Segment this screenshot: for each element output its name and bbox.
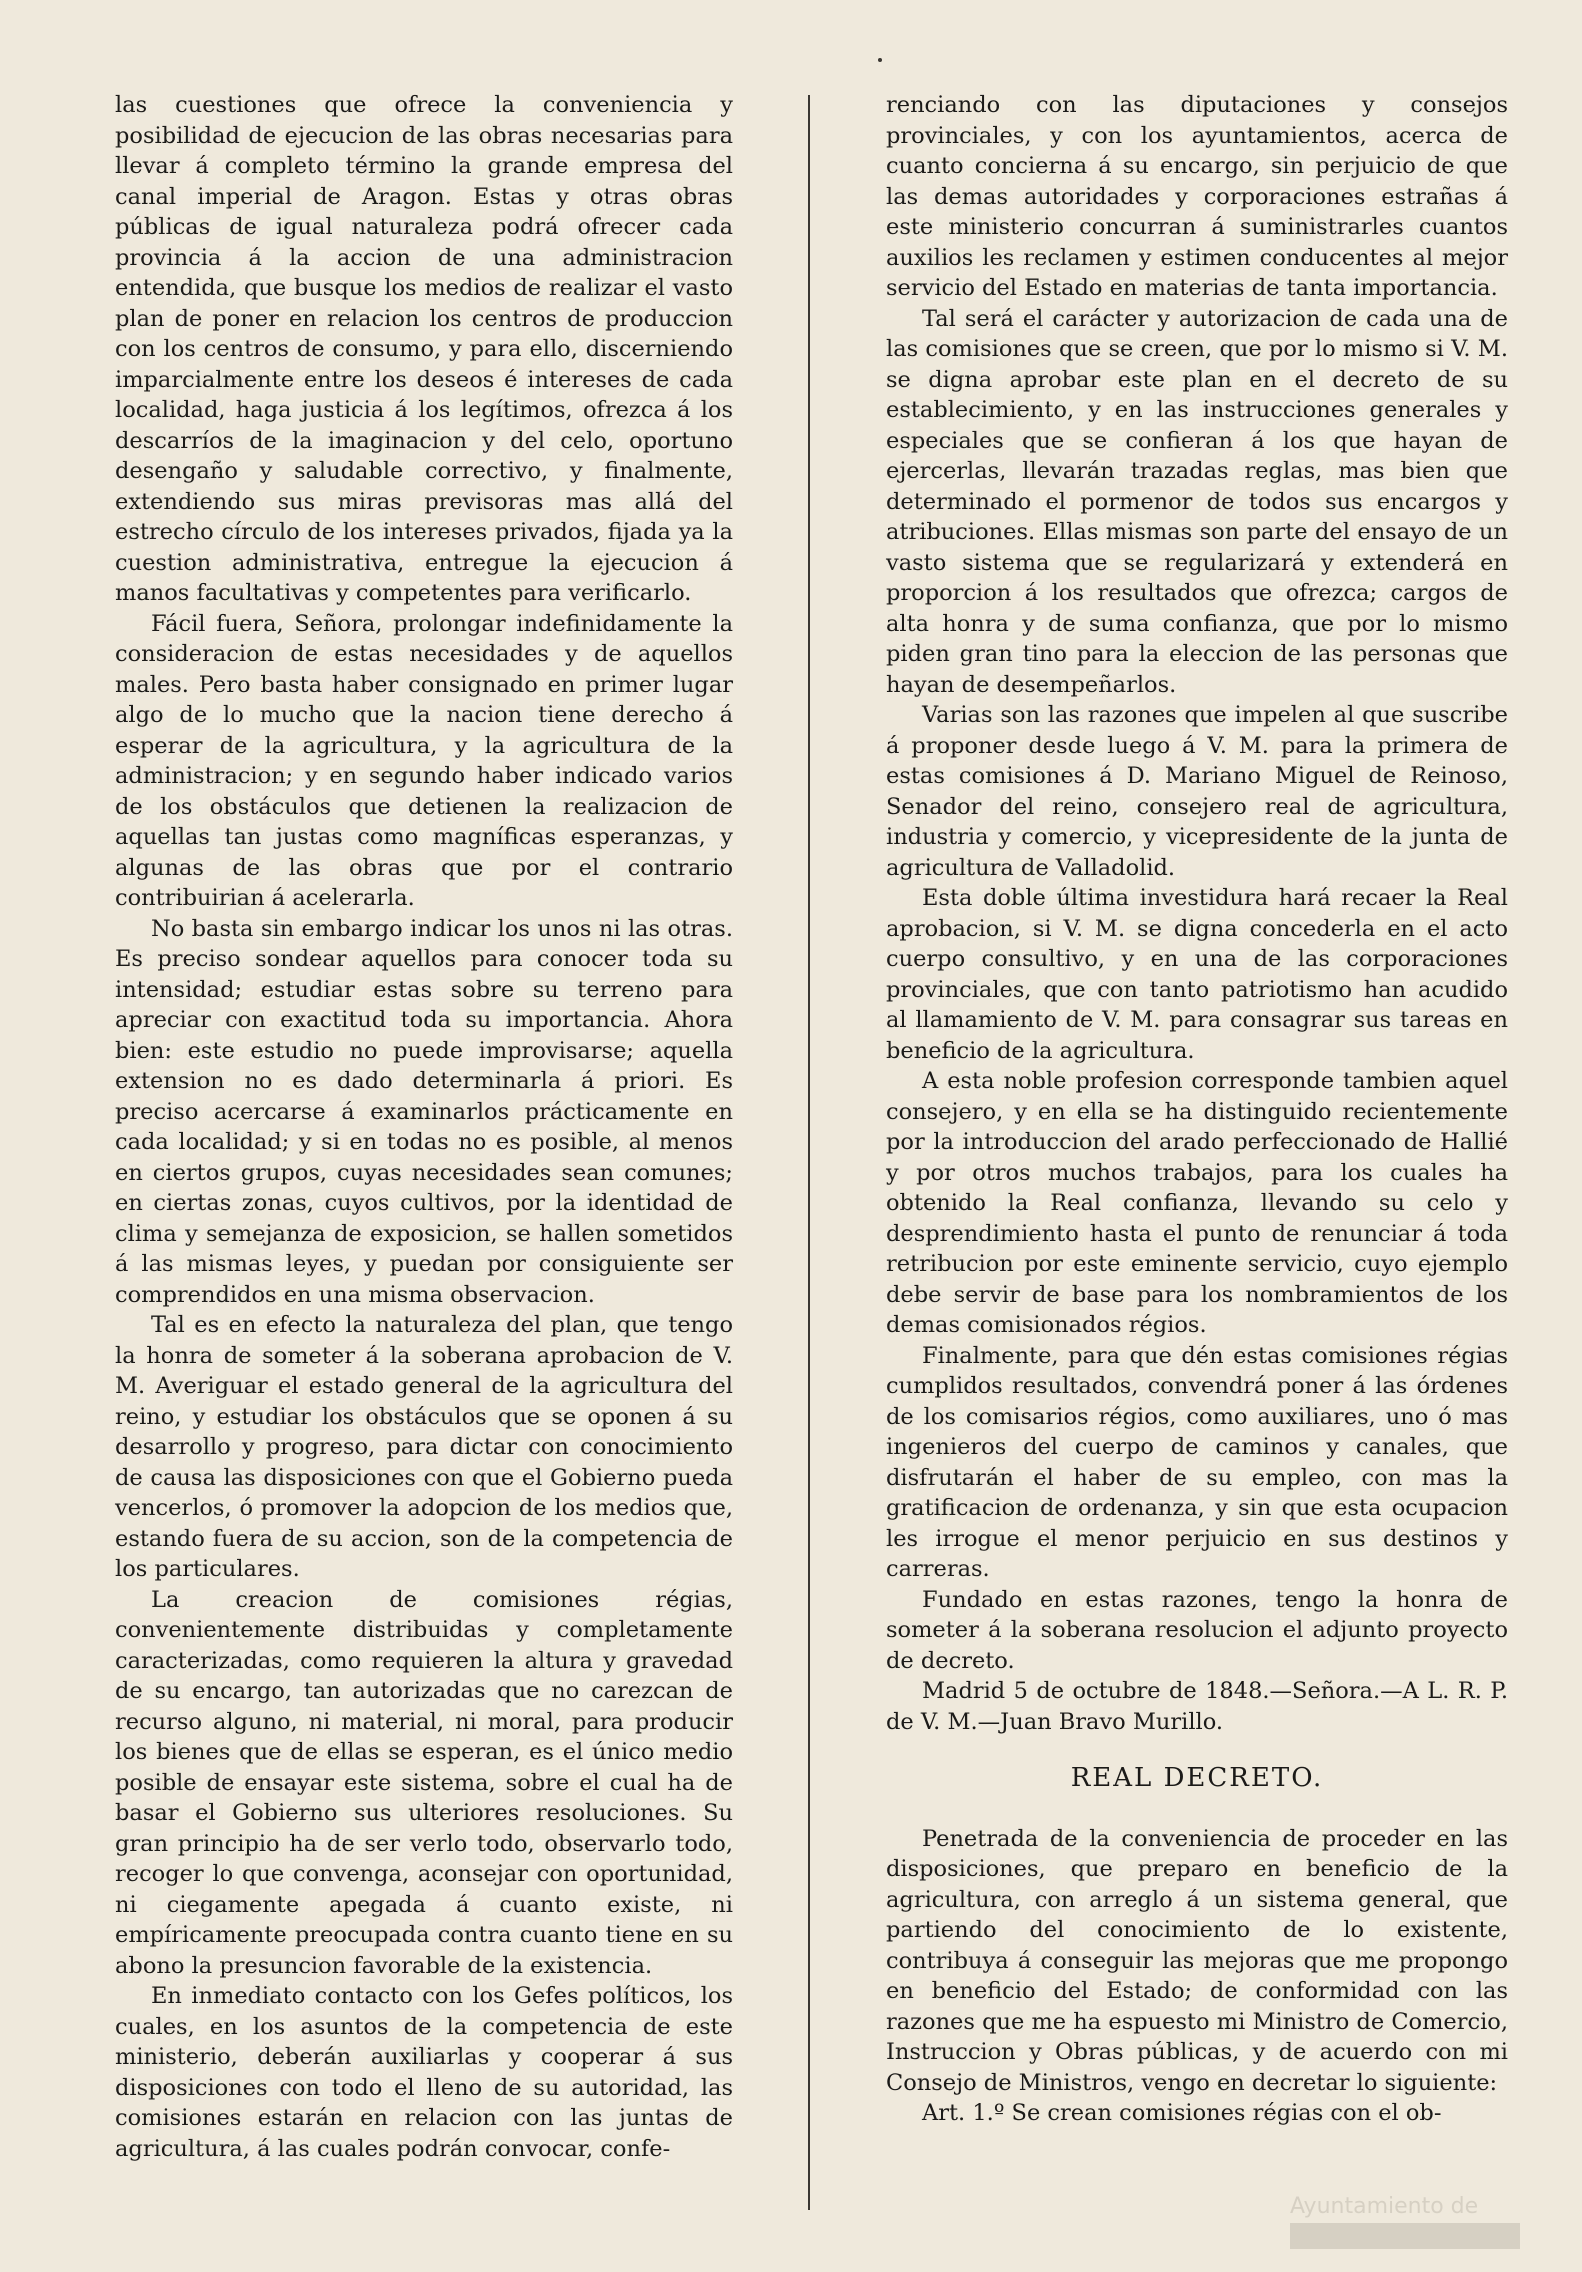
right-column xyxy=(886,90,1508,2129)
paragraph: renciando con las diputaciones y consejos provinciales, y con los ayuntamientos, acerca de cuanto concierna á su encargo, sin perjuicio de que las demas autoridades y corporaciones estrañas á este ministerio concurran á suministrarles cuantos auxilios les reclamen y estimen conducentes al mejor servicio del Estado en materias de tanta importancia. xyxy=(886,92,1508,301)
print-mark xyxy=(878,58,882,62)
paragraph: Tal será el carácter y autorizacion de cada una de las comisiones que se creen, que por lo mismo si V. M. se digna aprobar este plan en el decreto de su establecimiento, y en las instrucciones generales y especiales que se confieran á los que hayan de ejercerlas, llevarán trazadas reglas, mas bien que determinado el pormenor de todos sus encargos y atribuciones. Ellas mismas son parte del ensayo de un vasto sistema que se regularizará y extenderá en proporcion á los resultados que ofrezca; cargos de alta honra y de suma confianza, que por lo mismo piden gran tino para la eleccion de las personas que hayan de desempeñarlos. xyxy=(886,305,1508,698)
watermark-logo-icon xyxy=(1290,2185,1520,2255)
left-column xyxy=(115,90,733,2164)
watermark-text: Ayuntamiento de xyxy=(1290,2194,1479,2219)
paragraph: Tal es en efecto la naturaleza del plan, que tengo la honra de someter á la soberana aprobacion de V. M. Averiguar el estado general de la agricultura del reino, y estudiar los obstáculos que se oponen á su desarrollo y progreso, para dictar con conocimiento de causa las disposiciones con que el Gobierno pueda vencerlos, ó promover la adopcion de los medios que, estando fuera de su accion, son de la competencia de los particulares. xyxy=(115,1312,733,1582)
paragraph: Fácil fuera, Señora, prolongar indefinidamente la consideracion de estas necesidades y de aquellos males. Pero basta haber consignado en primer lugar algo de lo mucho que la nacion tiene derecho á esperar de la agricultura, y la agricultura de la administracion; y en segundo haber indicado varios de los obstáculos que detienen la realizacion de aquellas tan justas como magníficas esperanzas, y algunas de las obras que por el contrario contribuirian á acelerarla. xyxy=(115,610,733,911)
paragraph: No basta sin embargo indicar los unos ni las otras. Es preciso sondear aquellos para conocer toda su intensidad; estudiar estas sobre su terreno para apreciar con exactitud toda su importancia. Ahora bien: este estudio no puede improvisarse; aquella extension no es dado determinarla á priori. Es preciso acercarse á examinarlos prácticamente en cada localidad; y si en todas no es posible, al menos en ciertos grupos, cuyas necesidades sean comunes; en ciertas zonas, cuyos cultivos, por la identidad de clima y semejanza de exposicion, se hallen sometidos á las mismas leyes, y puedan por consiguiente ser comprendidos en una misma observacion. xyxy=(115,915,733,1308)
paragraph: las cuestiones que ofrece la conveniencia y posibilidad de ejecucion de las obras necesarias para llevar á completo término la grande empresa del canal imperial de Aragon. Estas y otras obras públicas de igual naturaleza podrá ofrecer cada provincia á la accion de una administracion entendida, que busque los medios de realizar el vasto plan de poner en relacion los centros de produccion con los centros de consumo, y para ello, discerniendo imparcialmente entre los deseos é intereses de cada localidad, haga justicia á los legítimos, ofrezca á los descarríos de la imaginacion y del celo, oportuno desengaño y saludable correctivo, y finalmente, extendiendo sus miras previsoras mas allá del estrecho círculo de los intereses privados, fijada ya la cuestion administrativa, entregue la ejecucion á manos facultativas y competentes para verificarlo. xyxy=(115,92,733,606)
paragraph: Varias son las razones que impelen al que suscribe á proponer desde luego á V. M. para la primera de estas comisiones á D. Mariano Miguel de Reinoso, Senador del reino, consejero real de agricultura, industria y comercio, y vicepresidente de la junta de agricultura de Valladolid. xyxy=(886,702,1508,881)
column-divider xyxy=(808,95,810,2210)
article-line: Art. 1.º Se crean comisiones régias con el ob- xyxy=(922,2100,1442,2126)
paragraph: La creacion de comisiones régias, convenientemente distribuidas y completamente caracterizadas, como requieren la altura y gravedad de su encargo, tan autorizadas que no carezcan de recurso alguno, ni material, ni moral, para producir los bienes que de ellas se esperan, es el único medio posible de ensayar este sistema, sobre el cual ha de basar el Gobierno sus ulteriores resoluciones. Su gran principio ha de ser verlo todo, observarlo todo, recoger lo que convenga, aconsejar con oportunidad, ni ciegamente apegada á cuanto existe, ni empíricamente preocupada contra cuanto tiene en su abono la presuncion favorable de la existencia. xyxy=(115,1586,733,1979)
paragraph: En inmediato contacto con los Gefes políticos, los cuales, en los asuntos de la competencia de este ministerio, deberán auxiliarlas y cooperar á sus disposiciones con todo el lleno de su autoridad, las comisiones estarán en relacion con las juntas de agricultura, á las cuales podrán convocar, confe- xyxy=(115,1983,733,2162)
section-title: REAL DECRETO. xyxy=(1070,1763,1324,1793)
paragraph: Esta doble última investidura hará recaer la Real aprobacion, si V. M. se digna concederla en el acto cuerpo consultivo, y en una de las corporaciones provinciales, que con tanto patriotismo han acudido al llamamiento de V. M. para consagrar sus tareas en beneficio de la agricultura. xyxy=(886,885,1508,1064)
decree-paragraph: Penetrada de la conveniencia de proceder en las disposiciones, que preparo en beneficio de la agricultura, con arreglo á un sistema general, que partiendo del conocimiento de lo existente, contribuya á conseguir las mejoras que me propongo en beneficio del Estado; de conformidad con las razones que me ha espuesto mi Ministro de Comercio, Instruccion y Obras públicas, y de acuerdo con mi Consejo de Ministros, vengo en decretar lo siguiente: xyxy=(886,1825,1508,2096)
paragraph: A esta noble profesion corresponde tambien aquel consejero, y en ella se ha distinguido recientemente por la introduccion del arado perfeccionado de Hallié y por otros muchos trabajos, para los cuales ha obtenido la Real confianza, llevando su celo y desprendimiento hasta el punto de renunciar á toda retribucion por este eminente servicio, cuyo ejemplo debe servir de base para los nombramientos de los demas comisionados régios. xyxy=(886,1068,1508,1338)
paragraph: Fundado en estas razones, tengo la honra de someter á la soberana resolucion el adjunto proyecto de decreto. xyxy=(886,1586,1508,1674)
paragraph: Finalmente, para que dén estas comisiones régias cumplidos resultados, convendrá poner á las órdenes de los comisarios régios, como auxiliares, uno ó mas ingenieros del cuerpo de caminos y canales, que disfrutarán el haber de su empleo, con mas la gratificacion de ordenanza, y sin que esta ocupacion les irrogue el menor perjuicio en sus destinos y carreras. xyxy=(886,1342,1508,1582)
signature-line: Madrid 5 de octubre de 1848.—Señora.—A L. R. P. de V. M.—Juan Bravo Murillo. xyxy=(886,1678,1508,1735)
